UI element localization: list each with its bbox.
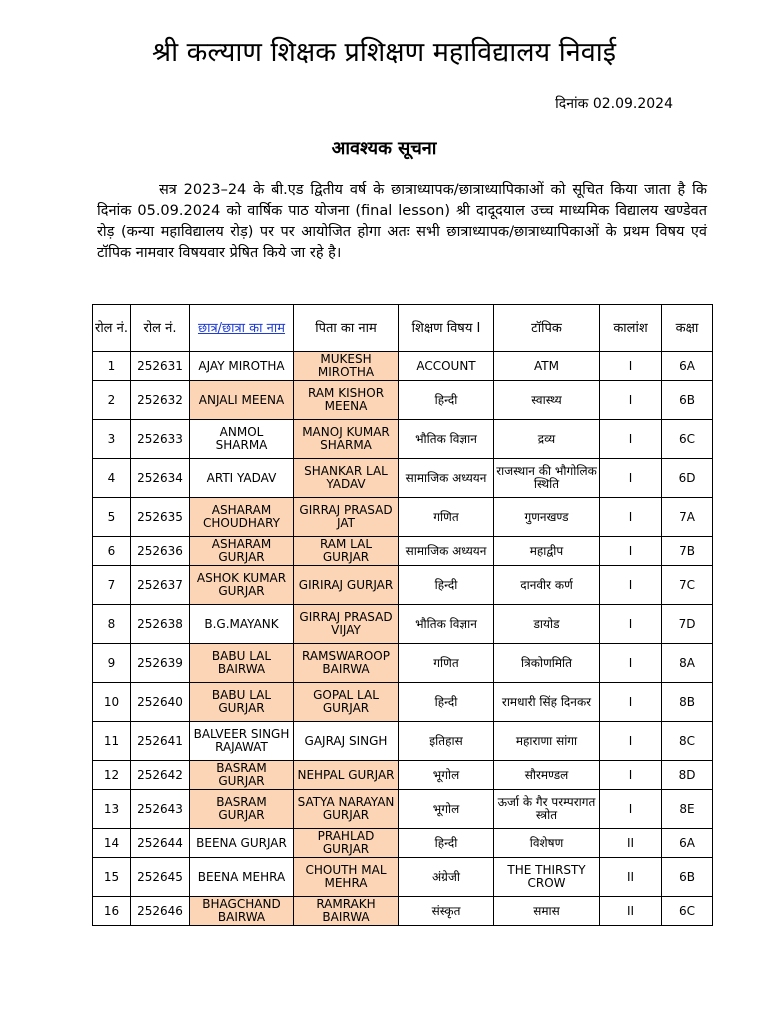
cell-subject: गणित (399, 498, 494, 537)
cell-topic: रामधारी सिंह दिनकर (494, 683, 600, 722)
cell-roll: 252633 (131, 420, 190, 459)
cell-student-name: BEENA MEHRA (190, 858, 294, 897)
notice-heading: आवश्यक सूचना (331, 138, 437, 159)
cell-serial: 3 (93, 420, 131, 459)
cell-student-name: ASHOK KUMAR GURJAR (190, 566, 294, 605)
cell-roll: 252634 (131, 459, 190, 498)
cell-roll: 252646 (131, 897, 190, 926)
cell-serial: 9 (93, 644, 131, 683)
cell-subject: संस्कृत (399, 897, 494, 926)
cell-father-name: RAMSWAROOP BAIRWA (294, 644, 399, 683)
cell-topic: समास (494, 897, 600, 926)
cell-class: 6B (662, 858, 713, 897)
cell-class: 6D (662, 459, 713, 498)
cell-serial: 10 (93, 683, 131, 722)
cell-serial: 6 (93, 537, 131, 566)
cell-father-name: SHANKAR LAL YADAV (294, 459, 399, 498)
cell-roll: 252644 (131, 829, 190, 858)
cell-roll: 252641 (131, 722, 190, 761)
cell-serial: 14 (93, 829, 131, 858)
cell-subject: भूगोल (399, 790, 494, 829)
cell-student-name: BABU LAL BAIRWA (190, 644, 294, 683)
cell-class: 6C (662, 420, 713, 459)
cell-student-name: B.G.MAYANK (190, 605, 294, 644)
cell-subject: अंग्रेजी (399, 858, 494, 897)
cell-topic: गुणनखण्ड (494, 498, 600, 537)
cell-subject: इतिहास (399, 722, 494, 761)
cell-roll: 252639 (131, 644, 190, 683)
col-header-subject: शिक्षण विषय I (399, 305, 494, 352)
date-value: 02.09.2024 (592, 96, 673, 112)
cell-period: I (600, 537, 662, 566)
table-row (93, 420, 713, 459)
cell-topic: ATM (494, 352, 600, 381)
cell-father-name: MANOJ KUMAR SHARMA (294, 420, 399, 459)
cell-subject: सामाजिक अध्ययन (399, 459, 494, 498)
cell-student-name: AJAY MIROTHA (190, 352, 294, 381)
cell-subject: भूगोल (399, 761, 494, 790)
col-header-topic: टॉपिक (494, 305, 600, 352)
cell-class: 7B (662, 537, 713, 566)
cell-subject: भौतिक विज्ञान (399, 420, 494, 459)
cell-period: I (600, 566, 662, 605)
cell-roll: 252632 (131, 381, 190, 420)
cell-topic: डायोड (494, 605, 600, 644)
cell-period: I (600, 790, 662, 829)
college-title: श्री कल्याण शिक्षक प्रशिक्षण महाविद्यालय निवाई (151, 37, 616, 68)
cell-period: I (600, 605, 662, 644)
table-row (93, 381, 713, 420)
table-row (93, 459, 713, 498)
table-row (93, 722, 713, 761)
cell-class: 7A (662, 498, 713, 537)
cell-roll: 252637 (131, 566, 190, 605)
cell-student-name: BASRAM GURJAR (190, 761, 294, 790)
cell-period: I (600, 352, 662, 381)
cell-serial: 11 (93, 722, 131, 761)
cell-roll: 252636 (131, 537, 190, 566)
cell-serial: 7 (93, 566, 131, 605)
cell-serial: 8 (93, 605, 131, 644)
table-row (93, 498, 713, 537)
table-row (93, 790, 713, 829)
cell-period: II (600, 897, 662, 926)
table-row (93, 352, 713, 381)
cell-topic: त्रिकोणमिति (494, 644, 600, 683)
cell-father-name: CHOUTH MAL MEHRA (294, 858, 399, 897)
cell-serial: 2 (93, 381, 131, 420)
cell-serial: 4 (93, 459, 131, 498)
cell-subject: ACCOUNT (399, 352, 494, 381)
cell-subject: हिन्दी (399, 381, 494, 420)
cell-subject: सामाजिक अध्ययन (399, 537, 494, 566)
cell-topic: THE THIRSTY CROW (494, 858, 600, 897)
col-header-class: कक्षा (662, 305, 713, 352)
cell-topic: विशेषण (494, 829, 600, 858)
cell-father-name: MUKESH MIROTHA (294, 352, 399, 381)
cell-roll: 252638 (131, 605, 190, 644)
col-header-serial: रोल नं. (93, 305, 131, 352)
cell-period: I (600, 459, 662, 498)
cell-class: 8B (662, 683, 713, 722)
cell-roll: 252642 (131, 761, 190, 790)
cell-topic: सौरमण्डल (494, 761, 600, 790)
cell-topic: स्वास्थ्य (494, 381, 600, 420)
cell-father-name: GIRIRAJ GURJAR (294, 566, 399, 605)
cell-father-name: GOPAL LAL GURJAR (294, 683, 399, 722)
cell-father-name: GIRRAJ PRASAD VIJAY (294, 605, 399, 644)
cell-class: 7D (662, 605, 713, 644)
cell-class: 6B (662, 381, 713, 420)
cell-subject: गणित (399, 644, 494, 683)
cell-student-name: ANMOL SHARMA (190, 420, 294, 459)
cell-father-name: RAMRAKH BAIRWA (294, 897, 399, 926)
table-row (93, 858, 713, 897)
cell-father-name: GAJRAJ SINGH (294, 722, 399, 761)
cell-roll: 252640 (131, 683, 190, 722)
cell-period: I (600, 644, 662, 683)
cell-student-name: ASHARAM CHOUDHARY (190, 498, 294, 537)
cell-serial: 12 (93, 761, 131, 790)
cell-period: I (600, 683, 662, 722)
cell-father-name: RAM LAL GURJAR (294, 537, 399, 566)
cell-student-name: BEENA GURJAR (190, 829, 294, 858)
cell-father-name: PRAHLAD GURJAR (294, 829, 399, 858)
cell-roll: 252635 (131, 498, 190, 537)
cell-serial: 16 (93, 897, 131, 926)
cell-student-name: BHAGCHAND BAIRWA (190, 897, 294, 926)
table-row (93, 605, 713, 644)
cell-period: I (600, 498, 662, 537)
cell-period: I (600, 761, 662, 790)
cell-class: 6A (662, 352, 713, 381)
cell-serial: 1 (93, 352, 131, 381)
table-row (93, 644, 713, 683)
cell-period: II (600, 829, 662, 858)
cell-class: 6C (662, 897, 713, 926)
date-label: दिनांक (555, 96, 589, 112)
table-row (93, 683, 713, 722)
cell-topic: महाद्वीप (494, 537, 600, 566)
cell-topic: ऊर्जा के गैर परम्परागत स्त्रोत (494, 790, 600, 829)
student-lesson-table (92, 304, 713, 926)
col-header-period: कालांश (600, 305, 662, 352)
col-header-roll: रोल नं. (131, 305, 190, 352)
cell-student-name: BALVEER SINGH RAJAWAT (190, 722, 294, 761)
cell-class: 8E (662, 790, 713, 829)
table-row (93, 829, 713, 858)
cell-topic: राजस्थान की भौगोलिक स्थिति (494, 459, 600, 498)
cell-class: 7C (662, 566, 713, 605)
cell-period: II (600, 858, 662, 897)
cell-serial: 13 (93, 790, 131, 829)
table-row (93, 761, 713, 790)
notice-paragraph: सत्र 2023–24 के बी.एड द्वितीय वर्ष के छात्राध्यापक/छात्राध्यापिकाओं को सूचित किया जाता है कि दिनांक 05.09.2024 को वार्षिक पाठ योजना (final lesson) श्री दादूदयाल उच्च माध्यमिक विद्यालय खण्डेवत रोड़ (कन्या महाविद्यालय रोड़) पर पर आयोजित होगा अतः सभी छात्राध्यापक/छात्राध्यापिकाओं के प्रथम विषय एवं टॉपिक नामवार विषयवार प्रेषित किये जा रहे है। (97, 182, 708, 261)
cell-student-name: ANJALI MEENA (190, 381, 294, 420)
table-header-row (93, 305, 713, 352)
cell-class: 8C (662, 722, 713, 761)
col-header-father: पिता का नाम (294, 305, 399, 352)
cell-subject: भौतिक विज्ञान (399, 605, 494, 644)
cell-subject: हिन्दी (399, 566, 494, 605)
cell-class: 8A (662, 644, 713, 683)
cell-student-name: BABU LAL GURJAR (190, 683, 294, 722)
table-row (93, 566, 713, 605)
col-header-student (190, 305, 294, 352)
cell-roll: 252645 (131, 858, 190, 897)
cell-student-name: ASHARAM GURJAR (190, 537, 294, 566)
cell-subject: हिन्दी (399, 829, 494, 858)
cell-father-name: SATYA NARAYAN GURJAR (294, 790, 399, 829)
cell-student-name: ARTI YADAV (190, 459, 294, 498)
cell-period: I (600, 420, 662, 459)
cell-student-name: BASRAM GURJAR (190, 790, 294, 829)
notice-date (555, 94, 673, 113)
cell-father-name: NEHPAL GURJAR (294, 761, 399, 790)
student-name-header-link[interactable]: छात्र/छात्रा का नाम (197, 320, 286, 336)
cell-topic: द्रव्य (494, 420, 600, 459)
cell-roll: 252643 (131, 790, 190, 829)
cell-father-name: RAM KISHOR MEENA (294, 381, 399, 420)
cell-topic: महाराणा सांगा (494, 722, 600, 761)
cell-serial: 5 (93, 498, 131, 537)
cell-father-name: GIRRAJ PRASAD JAT (294, 498, 399, 537)
cell-roll: 252631 (131, 352, 190, 381)
cell-period: I (600, 722, 662, 761)
cell-class: 8D (662, 761, 713, 790)
cell-period: I (600, 381, 662, 420)
cell-subject: हिन्दी (399, 683, 494, 722)
table-row (93, 897, 713, 926)
cell-class: 6A (662, 829, 713, 858)
cell-serial: 15 (93, 858, 131, 897)
table-row (93, 537, 713, 566)
cell-topic: दानवीर कर्ण (494, 566, 600, 605)
